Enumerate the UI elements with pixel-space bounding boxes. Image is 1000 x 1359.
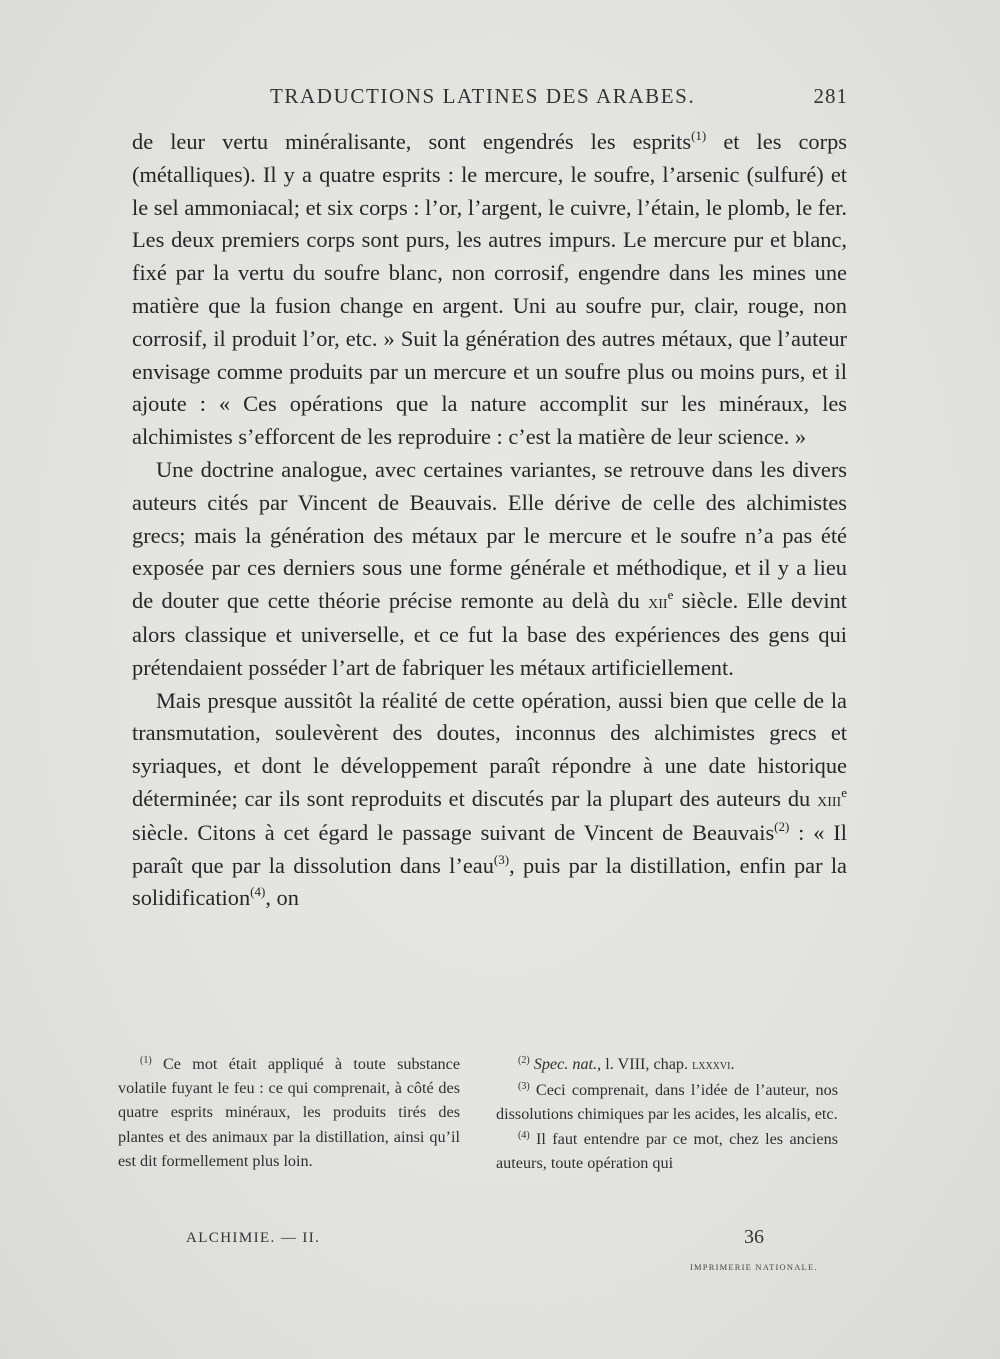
page-number: 281 (813, 84, 848, 108)
footnote-1 (118, 1052, 460, 1173)
text-run: et les corps (métalliques). Il y a quatre esprits : le mercure, le soufre, l’arsenic (sulfuré) et le sel ammoniacal; et six corps : l’or, l’argent, le cuivre, l’étain, le plomb, le fer. Les deux premiers corps sont purs, les autres impurs. Le mercure pur et blanc, fixé par la vertu du soufre blanc, non corrosif, engendre dans les mines une matière que la fusion change en argent. Uni au soufre pur, clair, rouge, non corrosif, il produit l’or, etc. » Suit la génération des autres métaux, que l’auteur envisage comme produits par un mercure et un soufre plus ou moins purs, et il ajoute : « Ces opérations que la nature accomplit sur les minéraux, les alchimistes s’efforcent de les reproduire : c’est la matière de leur science. » (132, 129, 847, 450)
footnote-mark: (4) (518, 1129, 530, 1141)
text-run: , on (265, 885, 299, 911)
footnote-4 (496, 1127, 838, 1175)
century-numeral: xiii (817, 788, 842, 811)
footnote-column-right (496, 1052, 838, 1175)
signature-number: 36 (744, 1226, 764, 1248)
text-run: Mais presque aussitôt la réalité de cette opération, aussi bien que celle de la transmutation, soulevèrent des doutes, inconnus des alchimistes grecs et syriaques, et dont le développement paraît répondre à une date historique déterminée; car ils sont reproduits et discutés par la plupart des auteurs du (132, 687, 847, 811)
text-run: de leur vertu minéralisante, sont engendrés les esprits (132, 129, 692, 154)
paragraph-1 (132, 126, 847, 454)
footnote-text: . (730, 1055, 735, 1073)
footnote-ref-3: (3) (493, 851, 510, 867)
footnote-ref-1: (1) (691, 128, 707, 143)
text-run: : « Il paraît que par la dissolution dans l’eau (132, 819, 847, 878)
text-run: Une doctrine analogue, avec certaines variantes, se retrouve dans les divers auteurs cités par Vincent de Beauvais. Elle dérive de celle des alchimistes grecs; mais la génération des métaux par le mercure et le soufre n’a pas été exposée par ces derniers sous une forme générale et méthodique, et il y a lieu de douter que cette théorie précise remonte au delà du (132, 456, 847, 614)
footnote-mark: (1) (140, 1055, 152, 1066)
running-header (130, 84, 848, 114)
footnote-3 (496, 1078, 838, 1126)
running-title: TRADUCTIONS LATINES DES ARABES. (270, 84, 696, 108)
work-title: Spec. nat. (529, 1055, 598, 1073)
chapter-numeral: lxxxvi (692, 1058, 731, 1073)
text-run: siècle. Citons à cet égard le passage suivant de Vincent de Beauvais (132, 819, 775, 845)
footnote-text: Il faut entendre par ce mot, chez les anciens auteurs, toute opération qui (496, 1129, 838, 1172)
printer-imprint: IMPRIMERIE NATIONALE. (690, 1262, 818, 1272)
footnote-text: Ceci comprenait, dans l’idée de l’auteur, nos dissolutions chimiques par les acides, les alcalis, etc. (496, 1081, 838, 1124)
footnote-2 (496, 1052, 838, 1078)
footnote-text: Ce mot était appliqué à toute substance volatile fuyant le feu : ce qui comprenait, à côté des quatre esprits minéraux, les produits tirés des plantes et des animaux par la distillation, ainsi qu’il est dit formellement plus loin. (118, 1055, 460, 1170)
paragraph-3 (132, 685, 847, 916)
signature-line (186, 1226, 786, 1256)
footnote-mark: (2) (518, 1055, 530, 1066)
footnote-mark: (3) (518, 1081, 530, 1093)
text-run: , puis par la distillation, enfin par la solidification (132, 852, 847, 911)
footnote-column-left (118, 1052, 460, 1173)
superscript: e (667, 587, 674, 603)
paragraph-2 (132, 454, 847, 685)
main-text (132, 126, 847, 915)
footnote-ref-2: (2) (774, 818, 790, 834)
superscript: e (841, 784, 847, 800)
text-run: siècle. Elle devint alors classique et universelle, et ce fut la base des expériences des gens qui prétendaient posséder l’art de fabriquer les métaux artificiellement. (132, 588, 847, 680)
footnote-text: , l. VIII, chap. (597, 1055, 693, 1073)
footnote-ref-4: (4) (250, 884, 266, 900)
signature-label: ALCHIMIE. — II. (186, 1230, 321, 1246)
century-numeral: xii (648, 591, 668, 614)
